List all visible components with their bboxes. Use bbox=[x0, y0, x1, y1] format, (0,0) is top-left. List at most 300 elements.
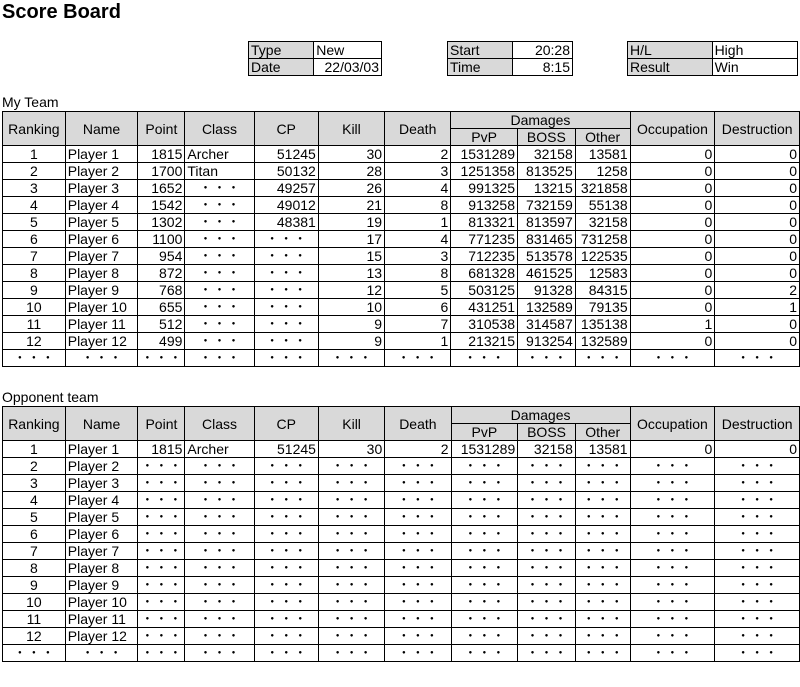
cell-pvp[interactable]: 771235 bbox=[451, 231, 518, 248]
cell-occupation[interactable]: 0 bbox=[630, 299, 715, 316]
cell-destruction[interactable]: ・・・ bbox=[715, 560, 800, 577]
cell-class[interactable]: Archer bbox=[185, 441, 254, 458]
cell-ranking[interactable]: 9 bbox=[3, 282, 66, 299]
cell-destruction[interactable]: ・・・ bbox=[715, 645, 800, 662]
cell-class[interactable]: ・・・ bbox=[185, 316, 254, 333]
cell-kill[interactable]: ・・・ bbox=[318, 475, 384, 492]
cell-ranking[interactable]: 10 bbox=[3, 299, 66, 316]
cell-kill[interactable]: ・・・ bbox=[318, 611, 384, 628]
cell-other[interactable]: ・・・ bbox=[575, 458, 630, 475]
cell-class[interactable]: ・・・ bbox=[185, 265, 254, 282]
cell-other[interactable]: 132589 bbox=[575, 333, 630, 350]
cell-boss[interactable]: 132589 bbox=[518, 299, 576, 316]
cell-boss[interactable]: ・・・ bbox=[518, 560, 576, 577]
cell-point[interactable]: ・・・ bbox=[138, 350, 185, 367]
cell-death[interactable]: ・・・ bbox=[385, 458, 451, 475]
cell-destruction[interactable]: ・・・ bbox=[715, 526, 800, 543]
cell-class[interactable]: ・・・ bbox=[185, 628, 254, 645]
cell-destruction[interactable]: 0 bbox=[715, 316, 800, 333]
cell-cp[interactable]: ・・・ bbox=[254, 350, 318, 367]
cell-death[interactable]: 4 bbox=[385, 231, 451, 248]
cell-name[interactable]: Player 10 bbox=[65, 594, 138, 611]
cell-destruction[interactable]: ・・・ bbox=[715, 509, 800, 526]
cell-other[interactable]: ・・・ bbox=[575, 543, 630, 560]
cell-boss[interactable]: ・・・ bbox=[518, 492, 576, 509]
cell-name[interactable]: Player 9 bbox=[65, 577, 138, 594]
cell-occupation[interactable]: ・・・ bbox=[630, 526, 715, 543]
cell-class[interactable]: ・・・ bbox=[185, 526, 254, 543]
cell-death[interactable]: 8 bbox=[385, 265, 451, 282]
cell-class[interactable]: ・・・ bbox=[185, 282, 254, 299]
cell-occupation[interactable]: 0 bbox=[630, 146, 715, 163]
cell-kill[interactable]: ・・・ bbox=[318, 543, 384, 560]
cell-name[interactable]: ・・・ bbox=[65, 645, 138, 662]
cell-class[interactable]: ・・・ bbox=[185, 299, 254, 316]
cell-kill[interactable]: 30 bbox=[318, 146, 384, 163]
cell-pvp[interactable]: 1531289 bbox=[451, 146, 518, 163]
cell-name[interactable]: Player 6 bbox=[65, 231, 138, 248]
cell-cp[interactable]: ・・・ bbox=[254, 560, 318, 577]
cell-death[interactable]: ・・・ bbox=[385, 645, 451, 662]
cell-other[interactable]: ・・・ bbox=[575, 611, 630, 628]
cell-other[interactable]: 84315 bbox=[575, 282, 630, 299]
cell-class[interactable]: ・・・ bbox=[185, 231, 254, 248]
cell-death[interactable]: 7 bbox=[385, 316, 451, 333]
cell-cp[interactable]: 48381 bbox=[254, 214, 318, 231]
cell-cp[interactable]: ・・・ bbox=[254, 248, 318, 265]
cell-name[interactable]: Player 4 bbox=[65, 492, 138, 509]
cell-occupation[interactable]: ・・・ bbox=[630, 560, 715, 577]
cell-pvp[interactable]: ・・・ bbox=[451, 560, 518, 577]
cell-class[interactable]: ・・・ bbox=[185, 543, 254, 560]
cell-pvp[interactable]: 813321 bbox=[451, 214, 518, 231]
cell-death[interactable]: 4 bbox=[385, 180, 451, 197]
cell-boss[interactable]: ・・・ bbox=[518, 458, 576, 475]
cell-name[interactable]: Player 7 bbox=[65, 248, 138, 265]
cell-point[interactable]: ・・・ bbox=[138, 526, 185, 543]
result-value[interactable]: Win bbox=[712, 59, 797, 76]
cell-boss[interactable]: ・・・ bbox=[518, 577, 576, 594]
cell-other[interactable]: 122535 bbox=[575, 248, 630, 265]
cell-destruction[interactable]: 0 bbox=[715, 180, 800, 197]
cell-ranking[interactable]: 9 bbox=[3, 577, 66, 594]
cell-ranking[interactable]: 4 bbox=[3, 197, 66, 214]
cell-class[interactable]: ・・・ bbox=[185, 594, 254, 611]
cell-name[interactable]: Player 1 bbox=[65, 146, 138, 163]
cell-pvp[interactable]: ・・・ bbox=[451, 594, 518, 611]
cell-point[interactable]: 1542 bbox=[138, 197, 185, 214]
cell-boss[interactable]: 732159 bbox=[518, 197, 576, 214]
cell-destruction[interactable]: 0 bbox=[715, 214, 800, 231]
cell-death[interactable]: 6 bbox=[385, 299, 451, 316]
cell-point[interactable]: 512 bbox=[138, 316, 185, 333]
cell-kill[interactable]: 30 bbox=[318, 441, 384, 458]
cell-class[interactable]: ・・・ bbox=[185, 611, 254, 628]
cell-occupation[interactable]: ・・・ bbox=[630, 628, 715, 645]
cell-class[interactable]: ・・・ bbox=[185, 645, 254, 662]
cell-ranking[interactable]: 7 bbox=[3, 543, 66, 560]
cell-death[interactable]: 1 bbox=[385, 214, 451, 231]
cell-boss[interactable]: 913254 bbox=[518, 333, 576, 350]
cell-cp[interactable]: 50132 bbox=[254, 163, 318, 180]
cell-ranking[interactable]: 5 bbox=[3, 509, 66, 526]
cell-point[interactable]: ・・・ bbox=[138, 492, 185, 509]
cell-destruction[interactable]: ・・・ bbox=[715, 350, 800, 367]
cell-cp[interactable]: ・・・ bbox=[254, 231, 318, 248]
cell-other[interactable]: ・・・ bbox=[575, 560, 630, 577]
cell-name[interactable]: Player 4 bbox=[65, 197, 138, 214]
cell-point[interactable]: 954 bbox=[138, 248, 185, 265]
cell-point[interactable]: ・・・ bbox=[138, 611, 185, 628]
cell-occupation[interactable]: ・・・ bbox=[630, 645, 715, 662]
cell-cp[interactable]: ・・・ bbox=[254, 492, 318, 509]
cell-kill[interactable]: ・・・ bbox=[318, 560, 384, 577]
cell-class[interactable]: ・・・ bbox=[185, 509, 254, 526]
cell-death[interactable]: 3 bbox=[385, 248, 451, 265]
cell-destruction[interactable]: 0 bbox=[715, 248, 800, 265]
cell-pvp[interactable]: ・・・ bbox=[451, 543, 518, 560]
cell-cp[interactable]: ・・・ bbox=[254, 611, 318, 628]
cell-point[interactable]: 1100 bbox=[138, 231, 185, 248]
cell-ranking[interactable]: 2 bbox=[3, 163, 66, 180]
cell-occupation[interactable]: 0 bbox=[630, 265, 715, 282]
cell-cp[interactable]: ・・・ bbox=[254, 543, 318, 560]
cell-death[interactable]: ・・・ bbox=[385, 611, 451, 628]
cell-other[interactable]: 13581 bbox=[575, 441, 630, 458]
cell-cp[interactable]: ・・・ bbox=[254, 265, 318, 282]
cell-class[interactable]: ・・・ bbox=[185, 214, 254, 231]
cell-pvp[interactable]: ・・・ bbox=[451, 628, 518, 645]
cell-kill[interactable]: 13 bbox=[318, 265, 384, 282]
cell-occupation[interactable]: ・・・ bbox=[630, 350, 715, 367]
cell-cp[interactable]: ・・・ bbox=[254, 299, 318, 316]
cell-point[interactable]: 768 bbox=[138, 282, 185, 299]
cell-occupation[interactable]: ・・・ bbox=[630, 492, 715, 509]
cell-boss[interactable]: 32158 bbox=[518, 441, 576, 458]
cell-death[interactable]: ・・・ bbox=[385, 594, 451, 611]
cell-pvp[interactable]: ・・・ bbox=[451, 611, 518, 628]
cell-kill[interactable]: 15 bbox=[318, 248, 384, 265]
cell-name[interactable]: Player 10 bbox=[65, 299, 138, 316]
cell-cp[interactable]: ・・・ bbox=[254, 645, 318, 662]
cell-class[interactable]: ・・・ bbox=[185, 180, 254, 197]
cell-name[interactable]: Player 9 bbox=[65, 282, 138, 299]
cell-cp[interactable]: 51245 bbox=[254, 146, 318, 163]
cell-pvp[interactable]: ・・・ bbox=[451, 645, 518, 662]
cell-ranking[interactable]: 5 bbox=[3, 214, 66, 231]
cell-class[interactable]: ・・・ bbox=[185, 560, 254, 577]
cell-class[interactable]: ・・・ bbox=[185, 577, 254, 594]
cell-point[interactable]: ・・・ bbox=[138, 560, 185, 577]
hl-value[interactable]: High bbox=[712, 42, 797, 59]
cell-point[interactable]: 872 bbox=[138, 265, 185, 282]
cell-death[interactable]: 2 bbox=[385, 146, 451, 163]
cell-death[interactable]: ・・・ bbox=[385, 543, 451, 560]
cell-name[interactable]: Player 6 bbox=[65, 526, 138, 543]
cell-other[interactable]: ・・・ bbox=[575, 509, 630, 526]
cell-kill[interactable]: ・・・ bbox=[318, 526, 384, 543]
cell-occupation[interactable]: ・・・ bbox=[630, 458, 715, 475]
cell-cp[interactable]: ・・・ bbox=[254, 282, 318, 299]
cell-pvp[interactable]: 1531289 bbox=[451, 441, 518, 458]
cell-death[interactable]: ・・・ bbox=[385, 628, 451, 645]
cell-boss[interactable]: ・・・ bbox=[518, 526, 576, 543]
cell-point[interactable]: 1652 bbox=[138, 180, 185, 197]
cell-kill[interactable]: 10 bbox=[318, 299, 384, 316]
cell-boss[interactable]: ・・・ bbox=[518, 475, 576, 492]
cell-death[interactable]: 2 bbox=[385, 441, 451, 458]
cell-pvp[interactable]: 310538 bbox=[451, 316, 518, 333]
cell-kill[interactable]: 9 bbox=[318, 316, 384, 333]
cell-class[interactable]: ・・・ bbox=[185, 248, 254, 265]
cell-ranking[interactable]: 2 bbox=[3, 458, 66, 475]
cell-cp[interactable]: ・・・ bbox=[254, 316, 318, 333]
cell-destruction[interactable]: ・・・ bbox=[715, 628, 800, 645]
time-value[interactable]: 8:15 bbox=[513, 59, 573, 76]
cell-name[interactable]: Player 8 bbox=[65, 560, 138, 577]
cell-name[interactable]: ・・・ bbox=[65, 350, 138, 367]
cell-kill[interactable]: ・・・ bbox=[318, 645, 384, 662]
cell-pvp[interactable]: ・・・ bbox=[451, 458, 518, 475]
cell-destruction[interactable]: 1 bbox=[715, 299, 800, 316]
cell-kill[interactable]: 12 bbox=[318, 282, 384, 299]
cell-ranking[interactable]: 4 bbox=[3, 492, 66, 509]
cell-class[interactable]: ・・・ bbox=[185, 492, 254, 509]
cell-cp[interactable]: ・・・ bbox=[254, 628, 318, 645]
cell-death[interactable]: 3 bbox=[385, 163, 451, 180]
cell-ranking[interactable]: 8 bbox=[3, 265, 66, 282]
cell-boss[interactable]: ・・・ bbox=[518, 594, 576, 611]
cell-ranking[interactable]: 3 bbox=[3, 475, 66, 492]
cell-death[interactable]: 8 bbox=[385, 197, 451, 214]
cell-boss[interactable]: 91328 bbox=[518, 282, 576, 299]
cell-destruction[interactable]: ・・・ bbox=[715, 577, 800, 594]
cell-kill[interactable]: 19 bbox=[318, 214, 384, 231]
cell-destruction[interactable]: ・・・ bbox=[715, 492, 800, 509]
cell-class[interactable]: ・・・ bbox=[185, 350, 254, 367]
cell-boss[interactable]: 513578 bbox=[518, 248, 576, 265]
cell-occupation[interactable]: 0 bbox=[630, 163, 715, 180]
cell-other[interactable]: 1258 bbox=[575, 163, 630, 180]
cell-destruction[interactable]: 0 bbox=[715, 146, 800, 163]
cell-point[interactable]: ・・・ bbox=[138, 509, 185, 526]
cell-kill[interactable]: 9 bbox=[318, 333, 384, 350]
cell-name[interactable]: Player 8 bbox=[65, 265, 138, 282]
cell-other[interactable]: ・・・ bbox=[575, 577, 630, 594]
cell-other[interactable]: ・・・ bbox=[575, 645, 630, 662]
cell-name[interactable]: Player 2 bbox=[65, 458, 138, 475]
cell-name[interactable]: Player 5 bbox=[65, 214, 138, 231]
cell-ranking[interactable]: 6 bbox=[3, 231, 66, 248]
cell-kill[interactable]: ・・・ bbox=[318, 509, 384, 526]
cell-occupation[interactable]: 0 bbox=[630, 282, 715, 299]
cell-name[interactable]: Player 11 bbox=[65, 611, 138, 628]
cell-point[interactable]: ・・・ bbox=[138, 458, 185, 475]
cell-point[interactable]: ・・・ bbox=[138, 628, 185, 645]
cell-death[interactable]: ・・・ bbox=[385, 560, 451, 577]
cell-other[interactable]: 13581 bbox=[575, 146, 630, 163]
cell-pvp[interactable]: ・・・ bbox=[451, 526, 518, 543]
cell-other[interactable]: ・・・ bbox=[575, 492, 630, 509]
cell-other[interactable]: ・・・ bbox=[575, 594, 630, 611]
cell-ranking[interactable]: 7 bbox=[3, 248, 66, 265]
cell-other[interactable]: 79135 bbox=[575, 299, 630, 316]
cell-class[interactable]: Archer bbox=[185, 146, 254, 163]
cell-pvp[interactable]: ・・・ bbox=[451, 492, 518, 509]
cell-pvp[interactable]: 712235 bbox=[451, 248, 518, 265]
cell-kill[interactable]: 26 bbox=[318, 180, 384, 197]
cell-ranking[interactable]: 11 bbox=[3, 611, 66, 628]
cell-occupation[interactable]: ・・・ bbox=[630, 475, 715, 492]
cell-name[interactable]: Player 2 bbox=[65, 163, 138, 180]
cell-boss[interactable]: ・・・ bbox=[518, 628, 576, 645]
cell-cp[interactable]: ・・・ bbox=[254, 577, 318, 594]
cell-pvp[interactable]: 991325 bbox=[451, 180, 518, 197]
cell-kill[interactable]: ・・・ bbox=[318, 492, 384, 509]
cell-kill[interactable]: ・・・ bbox=[318, 594, 384, 611]
cell-boss[interactable]: ・・・ bbox=[518, 645, 576, 662]
cell-destruction[interactable]: 0 bbox=[715, 197, 800, 214]
cell-boss[interactable]: 831465 bbox=[518, 231, 576, 248]
cell-pvp[interactable]: ・・・ bbox=[451, 509, 518, 526]
cell-other[interactable]: 12583 bbox=[575, 265, 630, 282]
cell-cp[interactable]: ・・・ bbox=[254, 526, 318, 543]
cell-boss[interactable]: 813525 bbox=[518, 163, 576, 180]
cell-destruction[interactable]: ・・・ bbox=[715, 458, 800, 475]
cell-point[interactable]: 1815 bbox=[138, 146, 185, 163]
cell-class[interactable]: ・・・ bbox=[185, 458, 254, 475]
cell-occupation[interactable]: ・・・ bbox=[630, 509, 715, 526]
cell-death[interactable]: ・・・ bbox=[385, 492, 451, 509]
cell-destruction[interactable]: ・・・ bbox=[715, 594, 800, 611]
cell-pvp[interactable]: ・・・ bbox=[451, 475, 518, 492]
cell-cp[interactable]: 49012 bbox=[254, 197, 318, 214]
cell-occupation[interactable]: ・・・ bbox=[630, 577, 715, 594]
cell-other[interactable]: 135138 bbox=[575, 316, 630, 333]
cell-destruction[interactable]: 0 bbox=[715, 333, 800, 350]
cell-point[interactable]: 1815 bbox=[138, 441, 185, 458]
cell-cp[interactable]: ・・・ bbox=[254, 475, 318, 492]
cell-ranking[interactable]: 1 bbox=[3, 441, 66, 458]
cell-other[interactable]: ・・・ bbox=[575, 526, 630, 543]
cell-ranking[interactable]: 12 bbox=[3, 333, 66, 350]
cell-death[interactable]: ・・・ bbox=[385, 475, 451, 492]
cell-class[interactable]: Titan bbox=[185, 163, 254, 180]
cell-ranking[interactable]: ・・・ bbox=[3, 645, 66, 662]
cell-cp[interactable]: ・・・ bbox=[254, 458, 318, 475]
cell-destruction[interactable]: 0 bbox=[715, 265, 800, 282]
cell-point[interactable]: ・・・ bbox=[138, 645, 185, 662]
cell-death[interactable]: ・・・ bbox=[385, 509, 451, 526]
cell-point[interactable]: 1302 bbox=[138, 214, 185, 231]
cell-name[interactable]: Player 11 bbox=[65, 316, 138, 333]
cell-destruction[interactable]: 0 bbox=[715, 163, 800, 180]
cell-pvp[interactable]: ・・・ bbox=[451, 577, 518, 594]
cell-ranking[interactable]: ・・・ bbox=[3, 350, 66, 367]
cell-ranking[interactable]: 12 bbox=[3, 628, 66, 645]
cell-other[interactable]: 731258 bbox=[575, 231, 630, 248]
cell-occupation[interactable]: 0 bbox=[630, 197, 715, 214]
type-value[interactable]: New bbox=[314, 42, 382, 59]
cell-death[interactable]: ・・・ bbox=[385, 350, 451, 367]
cell-pvp[interactable]: 1251358 bbox=[451, 163, 518, 180]
cell-other[interactable]: ・・・ bbox=[575, 350, 630, 367]
cell-boss[interactable]: ・・・ bbox=[518, 611, 576, 628]
cell-point[interactable]: 655 bbox=[138, 299, 185, 316]
cell-cp[interactable]: 51245 bbox=[254, 441, 318, 458]
cell-cp[interactable]: ・・・ bbox=[254, 594, 318, 611]
cell-boss[interactable]: 314587 bbox=[518, 316, 576, 333]
cell-occupation[interactable]: 0 bbox=[630, 248, 715, 265]
cell-kill[interactable]: ・・・ bbox=[318, 350, 384, 367]
cell-name[interactable]: Player 12 bbox=[65, 333, 138, 350]
cell-pvp[interactable]: 503125 bbox=[451, 282, 518, 299]
cell-class[interactable]: ・・・ bbox=[185, 475, 254, 492]
cell-destruction[interactable]: 2 bbox=[715, 282, 800, 299]
cell-point[interactable]: ・・・ bbox=[138, 577, 185, 594]
cell-kill[interactable]: ・・・ bbox=[318, 577, 384, 594]
cell-other[interactable]: 32158 bbox=[575, 214, 630, 231]
cell-kill[interactable]: ・・・ bbox=[318, 628, 384, 645]
cell-point[interactable]: ・・・ bbox=[138, 475, 185, 492]
cell-name[interactable]: Player 1 bbox=[65, 441, 138, 458]
cell-occupation[interactable]: ・・・ bbox=[630, 611, 715, 628]
cell-other[interactable]: ・・・ bbox=[575, 628, 630, 645]
cell-boss[interactable]: 13215 bbox=[518, 180, 576, 197]
cell-name[interactable]: Player 12 bbox=[65, 628, 138, 645]
date-value[interactable]: 22/03/03 bbox=[314, 59, 382, 76]
cell-boss[interactable]: ・・・ bbox=[518, 509, 576, 526]
cell-cp[interactable]: 49257 bbox=[254, 180, 318, 197]
cell-other[interactable]: 55138 bbox=[575, 197, 630, 214]
cell-ranking[interactable]: 6 bbox=[3, 526, 66, 543]
cell-death[interactable]: 5 bbox=[385, 282, 451, 299]
cell-ranking[interactable]: 10 bbox=[3, 594, 66, 611]
cell-boss[interactable]: 813597 bbox=[518, 214, 576, 231]
start-value[interactable]: 20:28 bbox=[513, 42, 573, 59]
cell-boss[interactable]: ・・・ bbox=[518, 543, 576, 560]
cell-kill[interactable]: 28 bbox=[318, 163, 384, 180]
cell-boss[interactable]: 32158 bbox=[518, 146, 576, 163]
cell-occupation[interactable]: 0 bbox=[630, 333, 715, 350]
cell-destruction[interactable]: 0 bbox=[715, 441, 800, 458]
cell-occupation[interactable]: ・・・ bbox=[630, 594, 715, 611]
cell-boss[interactable]: ・・・ bbox=[518, 350, 576, 367]
cell-cp[interactable]: ・・・ bbox=[254, 509, 318, 526]
cell-name[interactable]: Player 3 bbox=[65, 180, 138, 197]
cell-occupation[interactable]: 0 bbox=[630, 214, 715, 231]
cell-destruction[interactable]: ・・・ bbox=[715, 611, 800, 628]
cell-point[interactable]: ・・・ bbox=[138, 543, 185, 560]
cell-boss[interactable]: 461525 bbox=[518, 265, 576, 282]
cell-point[interactable]: 1700 bbox=[138, 163, 185, 180]
cell-cp[interactable]: ・・・ bbox=[254, 333, 318, 350]
cell-ranking[interactable]: 8 bbox=[3, 560, 66, 577]
cell-kill[interactable]: ・・・ bbox=[318, 458, 384, 475]
cell-pvp[interactable]: 681328 bbox=[451, 265, 518, 282]
cell-kill[interactable]: 17 bbox=[318, 231, 384, 248]
cell-name[interactable]: Player 5 bbox=[65, 509, 138, 526]
cell-other[interactable]: ・・・ bbox=[575, 475, 630, 492]
cell-ranking[interactable]: 1 bbox=[3, 146, 66, 163]
cell-pvp[interactable]: 913258 bbox=[451, 197, 518, 214]
cell-pvp[interactable]: 213215 bbox=[451, 333, 518, 350]
cell-class[interactable]: ・・・ bbox=[185, 197, 254, 214]
cell-destruction[interactable]: ・・・ bbox=[715, 475, 800, 492]
cell-death[interactable]: ・・・ bbox=[385, 526, 451, 543]
cell-other[interactable]: 321858 bbox=[575, 180, 630, 197]
cell-destruction[interactable]: 0 bbox=[715, 231, 800, 248]
